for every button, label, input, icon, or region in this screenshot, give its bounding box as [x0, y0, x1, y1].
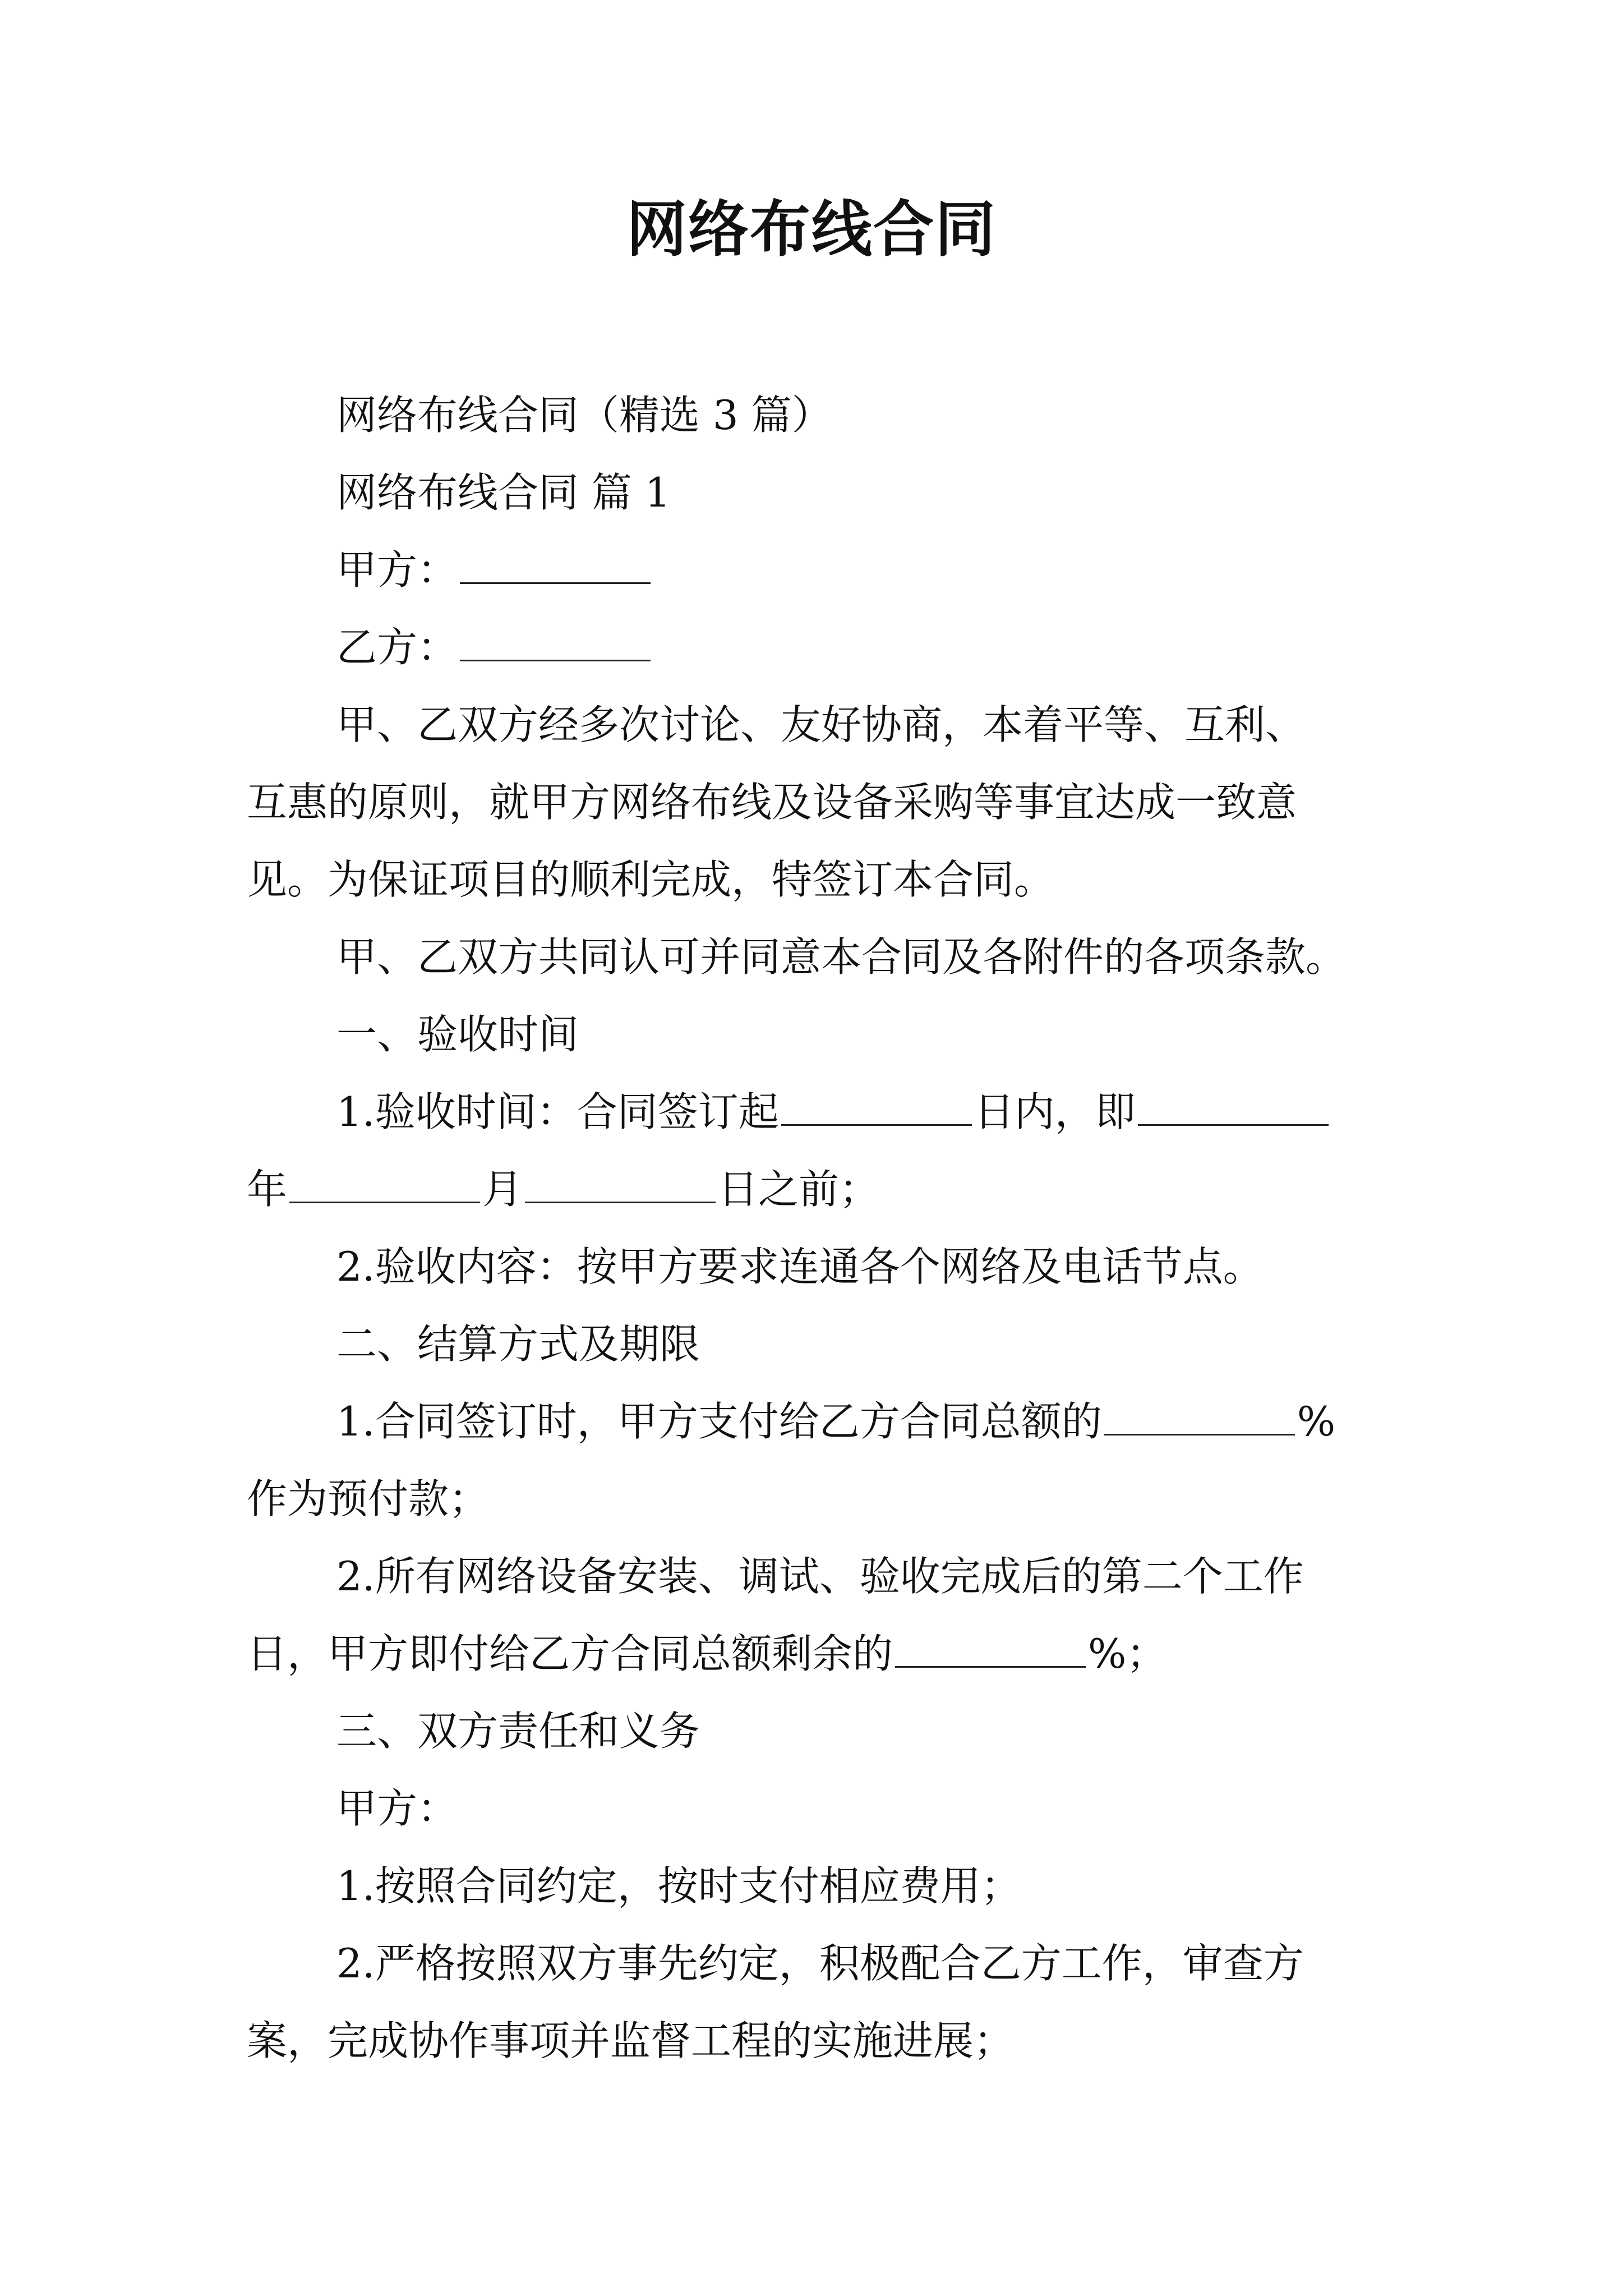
payment-item-1-line-2: 作为预付款；	[247, 1475, 490, 1522]
document-subtitle: 网络布线合同（精选 3 篇）	[336, 392, 832, 439]
percent-sign: %	[1297, 1398, 1336, 1445]
section-heading: 网络布线合同 篇 1	[336, 469, 671, 516]
year-blank	[1138, 1085, 1329, 1126]
payment-item-2-line-1: 2.所有网络设备安装、调试、验收完成后的第二个工作	[336, 1553, 1304, 1600]
acceptance-item-1-line-1	[336, 1084, 1331, 1140]
duty-item-2-line-1: 2.严格按照双方事先约定，积极配合乙方工作，审查方	[336, 1940, 1304, 1987]
acceptance-item-1-line-2	[247, 1161, 879, 1217]
payment-1-text: 1.合同签订时，甲方支付给乙方合同总额的	[336, 1398, 1102, 1445]
day-blank	[525, 1162, 716, 1203]
paragraph-1-line-2: 互惠的原则，就甲方网络布线及设备采购等事宜达成一致意	[247, 779, 1297, 826]
paragraph-2: 甲、乙双方共同认可并同意本合同及各附件的各项条款。	[336, 933, 1347, 981]
day-before-label: 日之前；	[718, 1166, 880, 1213]
month-label: 月	[482, 1166, 523, 1213]
acceptance-time-text: 1.验收时间：合同签订起	[336, 1088, 779, 1135]
duty-item-2-line-2: 案，完成协作事项并监督工程的实施进展；	[247, 2017, 1015, 2064]
days-blank	[781, 1085, 972, 1126]
payment-item-1-line-1	[336, 1393, 1335, 1450]
party-a-heading: 甲方：	[336, 1785, 458, 1832]
payment-2-text: 日，甲方即付给乙方合同总额剩余的	[247, 1630, 893, 1677]
heading-settlement: 二、结算方式及期限	[336, 1320, 700, 1368]
party-b-blank	[460, 620, 651, 661]
party-a-label: 甲方：	[336, 546, 458, 593]
percent-semicolon: %；	[1088, 1630, 1167, 1677]
party-a-blank	[460, 543, 651, 584]
party-a-line	[336, 542, 653, 598]
month-blank	[289, 1162, 480, 1203]
heading-acceptance-time: 一、验收时间	[336, 1011, 579, 1058]
paragraph-1-line-3: 见。为保证项目的顺利完成，特签订本合同。	[247, 856, 1055, 903]
duty-item-1: 1.按照合同约定，按时支付相应费用；	[336, 1862, 1021, 1910]
prepay-percent-blank	[1104, 1395, 1295, 1435]
remaining-percent-blank	[895, 1627, 1086, 1668]
party-b-label: 乙方：	[336, 624, 458, 671]
paragraph-1-line-1: 甲、乙双方经多次讨论、友好协商，本着平等、互利、	[336, 701, 1306, 748]
within-days-text: 日内，即	[974, 1088, 1136, 1135]
acceptance-item-2: 2.验收内容：按甲方要求连通各个网络及电话节点。	[336, 1243, 1264, 1290]
year-label: 年	[247, 1166, 288, 1213]
heading-responsibilities: 三、双方责任和义务	[336, 1708, 700, 1755]
party-b-line	[336, 619, 653, 675]
payment-item-2-line-2	[247, 1626, 1166, 1682]
document-title: 网络布线合同	[626, 195, 997, 265]
